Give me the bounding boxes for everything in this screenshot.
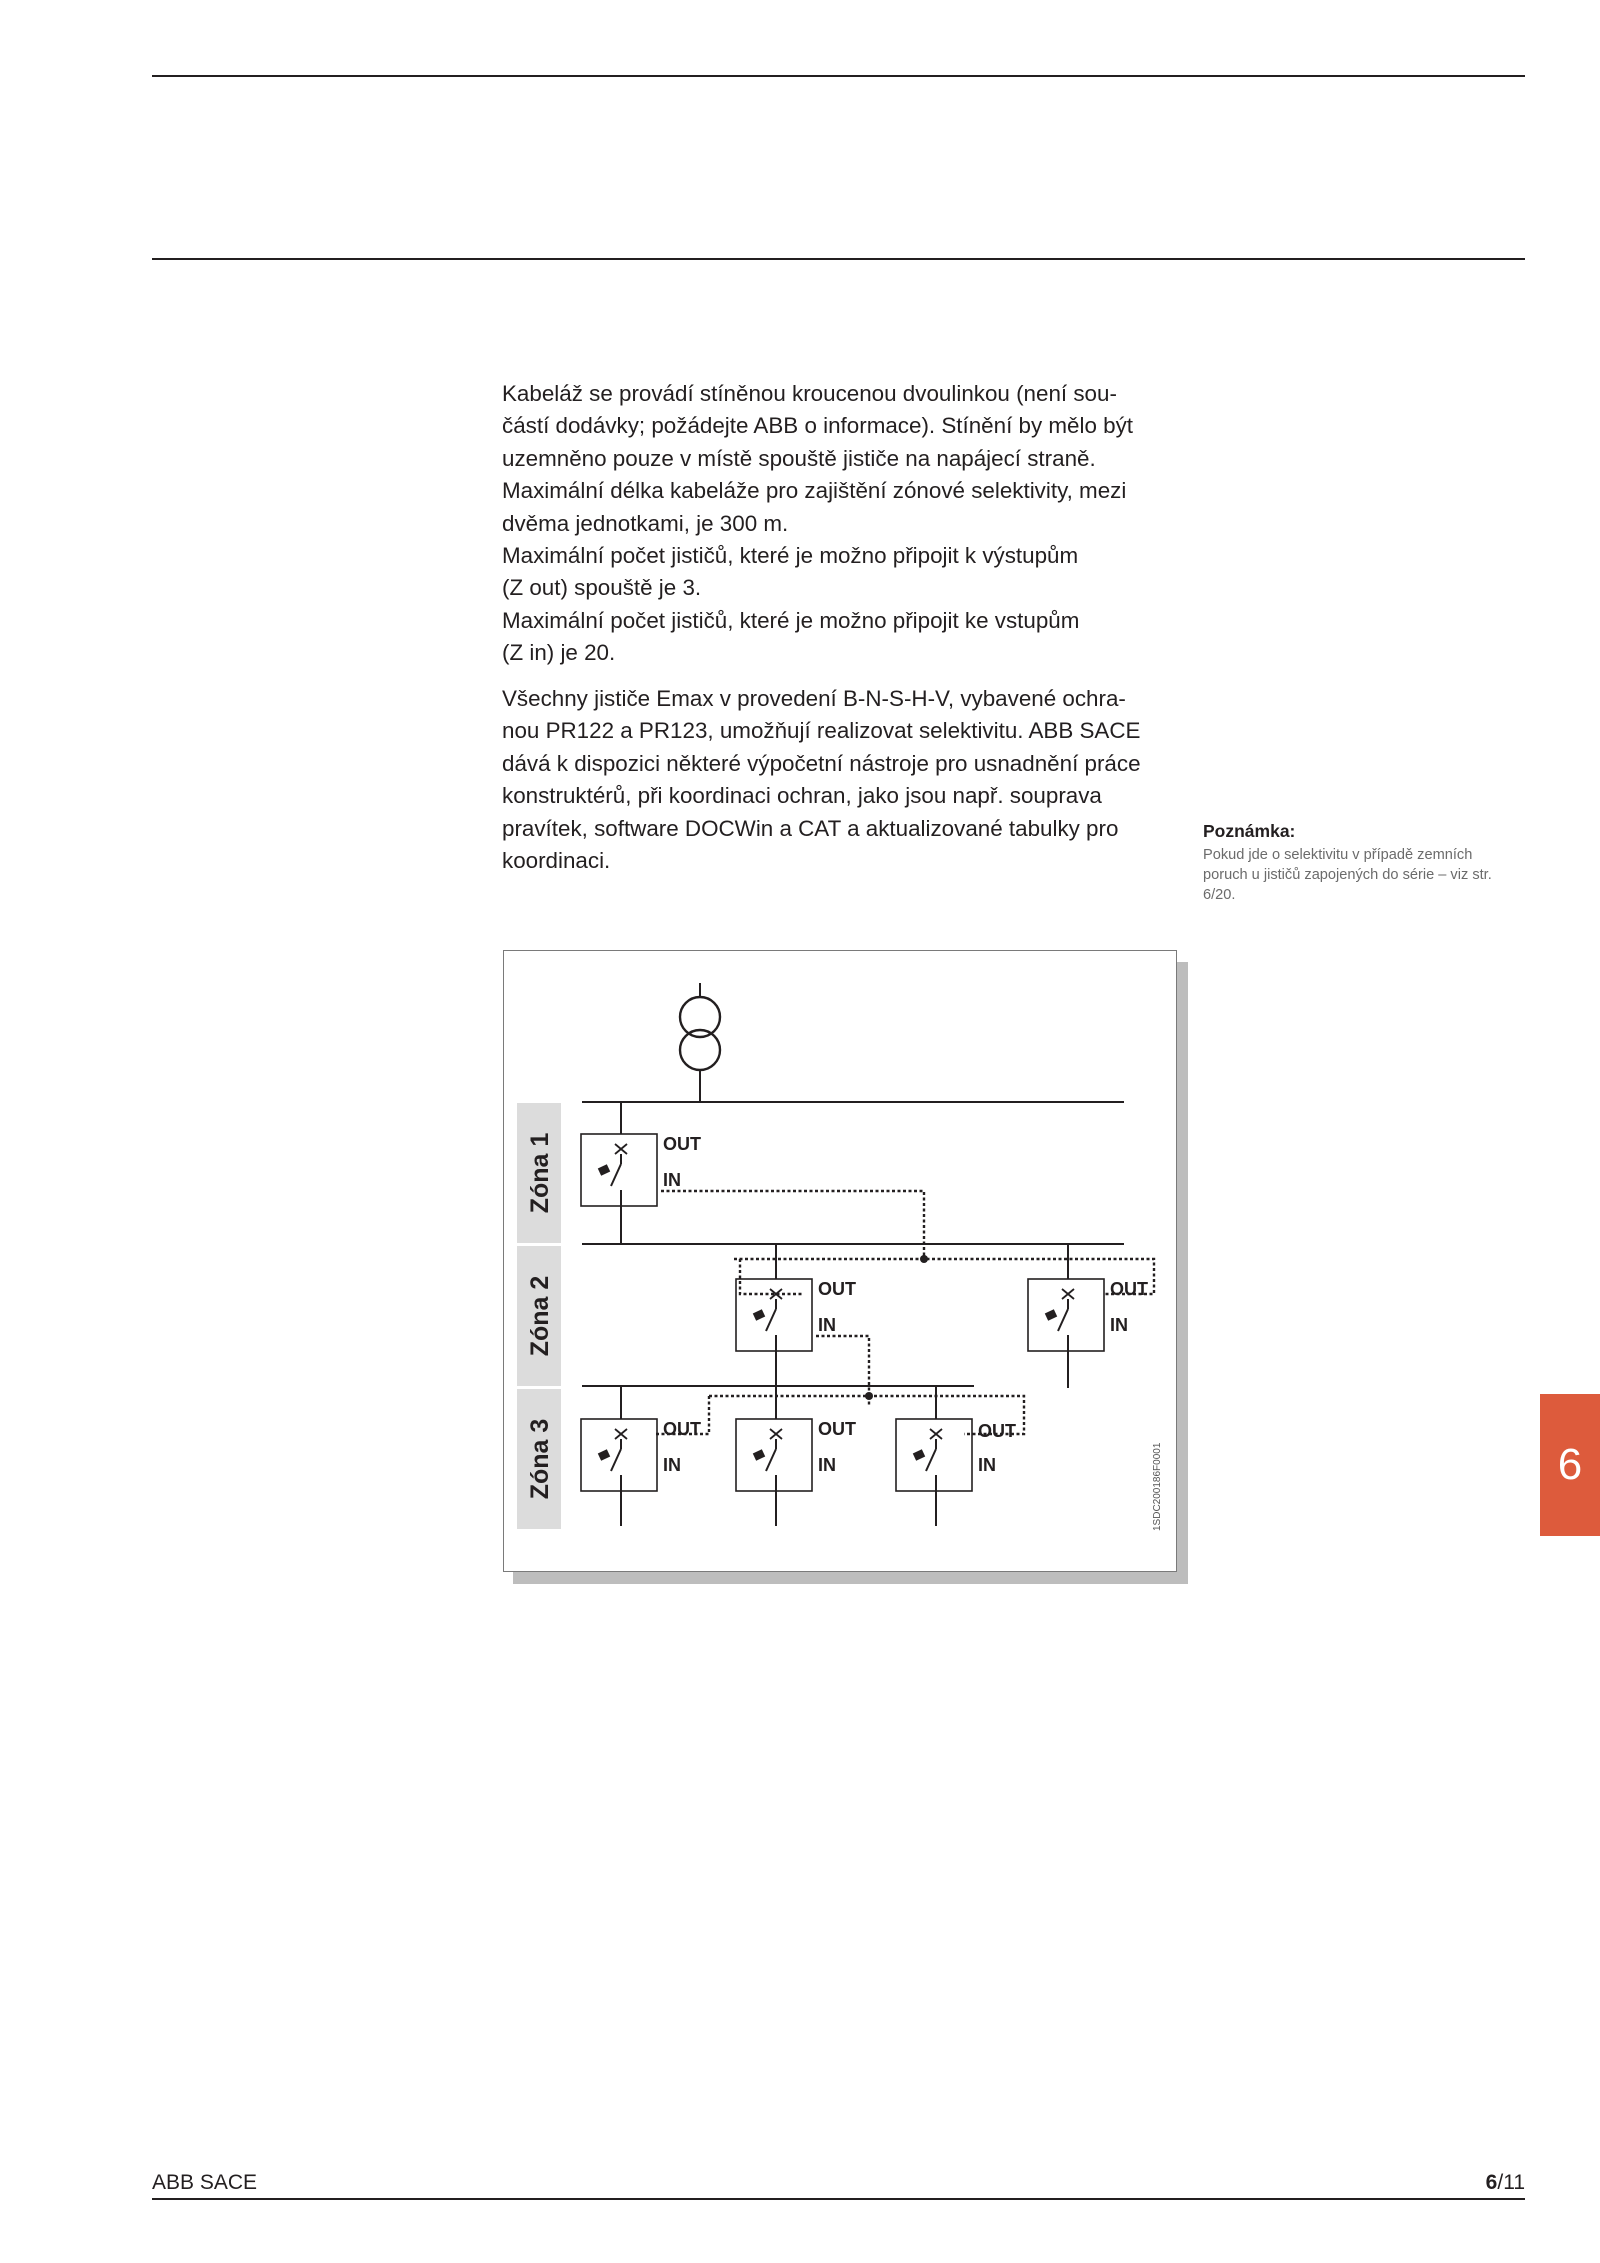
text-line: konstruktérů, při koordinaci ochran, jako jsou např. souprava xyxy=(502,783,1102,809)
breaker-zone3-c xyxy=(896,1419,972,1491)
breaker-zone3-a xyxy=(581,1419,657,1491)
out-label: OUT xyxy=(818,1419,856,1439)
text-line: Všechny jističe Emax v provedení B-N-S-H-V, vybavené ochra- xyxy=(502,686,1126,711)
text-line: Maximální počet jističů, které je možno připojit ke vstupům xyxy=(502,607,1080,633)
header-rule-top xyxy=(152,75,1525,77)
text-line: uzemněno pouze v místě spouště jističe na napájecí straně. xyxy=(502,445,1096,471)
paragraph-cabling xyxy=(502,378,1174,670)
zone-label: Zóna 1 xyxy=(526,1132,554,1214)
text-line: Kabeláž se provádí stíněnou kroucenou dvoulinkou (není sou- xyxy=(502,381,1117,406)
zone-label: Zóna 3 xyxy=(526,1418,554,1500)
side-note xyxy=(1203,820,1518,905)
text-line: Maximální délka kabeláže pro zajištění zónové selektivity, mezi xyxy=(502,478,1127,504)
header-rule-bottom xyxy=(152,258,1525,260)
text-line: dvěma jednotkami, je 300 m. xyxy=(502,510,789,536)
page-number-rest: /11 xyxy=(1497,2171,1525,2194)
zone-label: Zóna 2 xyxy=(526,1275,554,1357)
page-number-bold: 6 xyxy=(1485,2171,1498,2194)
zone-selectivity-diagram xyxy=(503,950,1177,1572)
text-line: dává k dispozici některé výpočetní nástroje pro usnadnění práce xyxy=(502,750,1141,776)
breaker-zone3-b xyxy=(736,1419,812,1491)
text-line: nou PR122 a PR123, umožňují realizovat selektivitu. ABB SACE xyxy=(502,718,1141,744)
junction-dot xyxy=(865,1392,873,1400)
page-number xyxy=(1486,2171,1525,2195)
text-line: částí dodávky; požádejte ABB o informace). Stínění by mělo být xyxy=(502,413,1134,439)
paragraph-emax xyxy=(502,683,1174,877)
in-label: IN xyxy=(818,1455,836,1475)
text-line: (Z out) spouště je 3. xyxy=(502,575,702,601)
diagram-svg xyxy=(504,951,1176,1571)
in-label: IN xyxy=(1110,1315,1128,1335)
text-line: Maximální počet jističů, které je možno připojit k výstupům xyxy=(502,543,1079,569)
breaker-zone2-a xyxy=(736,1279,812,1351)
figure-code: 1SDC200186F0001 xyxy=(1152,1442,1163,1531)
breaker-zone2-b xyxy=(1028,1279,1104,1351)
text-line: (Z in) je 20. xyxy=(502,640,616,666)
breaker-zone1 xyxy=(581,1134,657,1206)
in-label: IN xyxy=(663,1455,681,1475)
in-label: IN xyxy=(978,1455,996,1475)
note-text: Pokud jde o selektivitu v případě zemních poruch u jističů zapojených do série – viz str. 6/20. xyxy=(1203,847,1492,903)
text-line: pravítek, software DOCWin a CAT a aktualizované tabulky pro xyxy=(502,815,1119,841)
text-line: koordinaci. xyxy=(502,848,611,874)
junction-dot xyxy=(920,1255,928,1263)
note-title: Poznámka: xyxy=(1203,821,1296,841)
footer-rule xyxy=(152,2198,1525,2200)
footer-company: ABB SACE xyxy=(152,2171,258,2194)
transformer-icon xyxy=(680,983,720,1103)
out-label: OUT xyxy=(978,1421,1016,1441)
in-label: IN xyxy=(818,1315,836,1335)
chapter-tab: 6 xyxy=(1540,1394,1600,1536)
out-label: OUT xyxy=(663,1134,701,1154)
in-label: IN xyxy=(663,1170,681,1190)
out-label: OUT xyxy=(818,1279,856,1299)
out-label: OUT xyxy=(663,1419,701,1439)
out-label: OUT xyxy=(1110,1279,1148,1299)
